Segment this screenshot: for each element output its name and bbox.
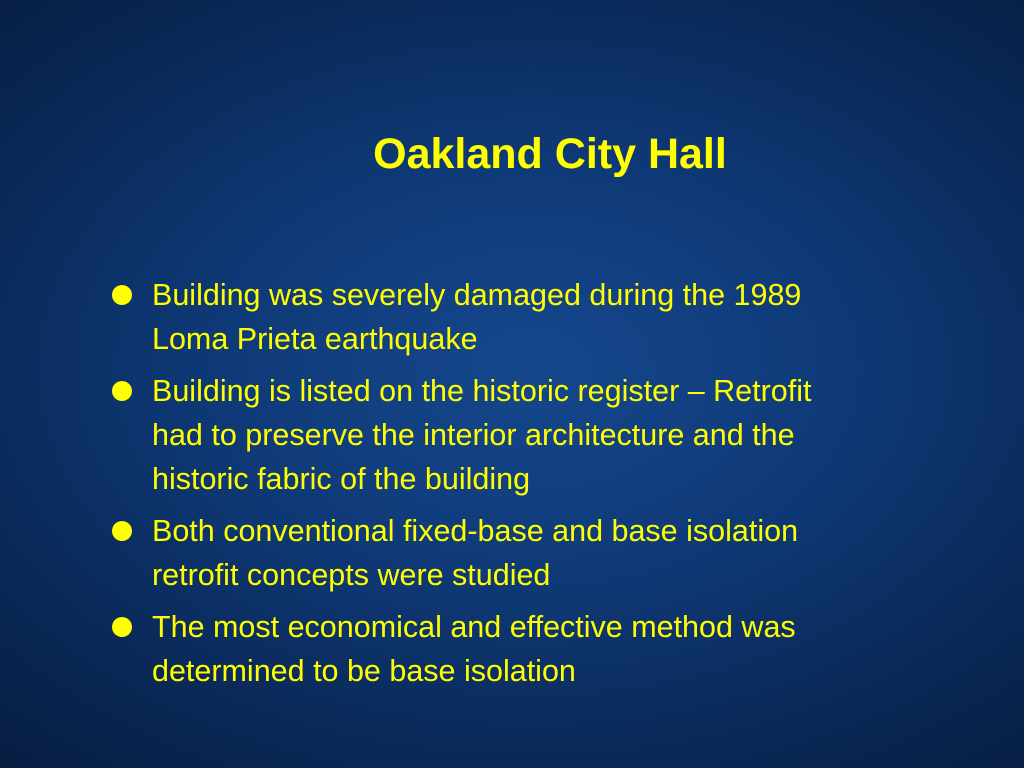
bullet-circle-icon	[112, 605, 152, 649]
bullet-item	[112, 509, 972, 597]
bullet-item	[112, 273, 972, 361]
bullet-item	[112, 605, 972, 693]
bullet-text: Building is listed on the historic register – Retrofit had to preserve the interior architecture and the historic fabric of the building	[152, 374, 812, 496]
bullet-circle-icon	[112, 369, 152, 413]
bullet-item	[112, 369, 972, 501]
bullet-text: Building was severely damaged during the 1989 Loma Prieta earthquake	[152, 278, 802, 356]
bullet-circle-icon	[112, 273, 152, 317]
slide-title: Oakland City Hall	[373, 130, 727, 178]
bullet-list	[112, 273, 972, 701]
bullet-circle-icon	[112, 509, 152, 553]
bullet-text: The most economical and effective method was determined to be base isolation	[152, 610, 796, 688]
bullet-text: Both conventional fixed-base and base isolation retrofit concepts were studied	[152, 514, 799, 592]
